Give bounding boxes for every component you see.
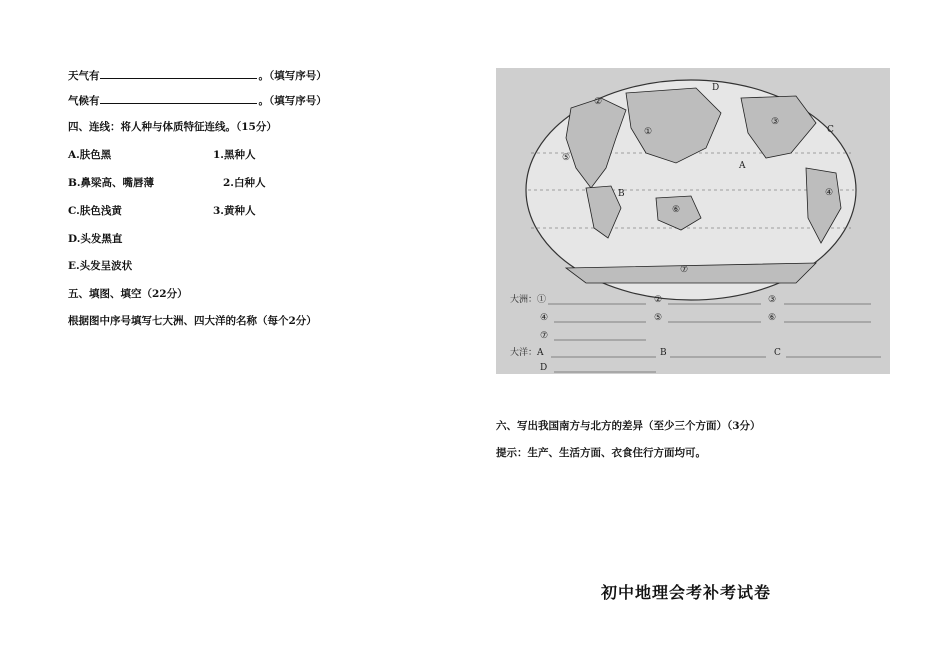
continent-label: ② bbox=[594, 97, 603, 107]
answer-row-label: ⑤ bbox=[654, 313, 663, 323]
continent-label: ⑦ bbox=[680, 265, 689, 275]
world-map-figure bbox=[496, 68, 890, 374]
answer-row-label: D bbox=[540, 363, 548, 373]
answer-row-label: 大洋：A bbox=[510, 348, 544, 358]
answer-row-label: 大洲：① bbox=[510, 295, 547, 305]
trait-item[interactable]: A.肤色黑 bbox=[68, 149, 112, 161]
race-item[interactable]: 1.黑种人 bbox=[213, 149, 256, 161]
answer-row-label: ③ bbox=[768, 295, 777, 305]
climate-question bbox=[68, 93, 327, 108]
section4-heading: 四、连线：将人种与体质特征连线。（15分） bbox=[68, 121, 277, 133]
section6-hint: 提示：生产、生活方面、衣食住行方面均可。 bbox=[496, 447, 706, 459]
answer-rows bbox=[510, 293, 881, 373]
answer-row-label: ② bbox=[654, 295, 663, 305]
world-map-svg bbox=[496, 68, 890, 374]
exam-title: 初中地理会考补考试卷 bbox=[601, 583, 772, 602]
trait-item[interactable]: E.头发呈波状 bbox=[68, 260, 133, 272]
race-item[interactable]: 2.白种人 bbox=[223, 177, 266, 189]
continent-label: ④ bbox=[825, 188, 834, 198]
answer-row-label: C bbox=[774, 348, 781, 358]
ocean-label: D bbox=[712, 83, 720, 93]
answer-row-label: ④ bbox=[540, 313, 549, 323]
trait-item[interactable]: D.头发黑直 bbox=[68, 233, 123, 245]
ocean-label: B bbox=[618, 189, 625, 199]
answer-row-label: B bbox=[660, 348, 667, 358]
climate-answer-blank[interactable] bbox=[100, 93, 257, 104]
section5-heading: 五、填图、填空（22分） bbox=[68, 288, 188, 300]
ocean-label: A bbox=[739, 161, 746, 171]
section5-instruction: 根据图中序号填写七大洲、四大洋的名称（每个2分） bbox=[68, 315, 317, 327]
weather-label: 天气有 bbox=[68, 70, 100, 82]
continent-label: ⑤ bbox=[562, 153, 571, 163]
continent-label: ⑥ bbox=[672, 205, 681, 215]
section6-heading: 六、写出我国南方与北方的差异（至少三个方面）（3分） bbox=[496, 420, 761, 432]
climate-label: 气候有 bbox=[68, 95, 100, 107]
continent-label: ① bbox=[644, 127, 653, 137]
trait-item[interactable]: C.肤色浅黄 bbox=[68, 205, 122, 217]
weather-answer-blank[interactable] bbox=[100, 68, 257, 79]
trait-item[interactable]: B.鼻梁高、嘴唇薄 bbox=[68, 177, 155, 189]
race-item[interactable]: 3.黄种人 bbox=[213, 205, 256, 217]
continent-label: ③ bbox=[771, 117, 780, 127]
answer-row-label: ⑦ bbox=[540, 331, 549, 341]
ocean-label: C bbox=[827, 125, 834, 135]
weather-question bbox=[68, 68, 327, 83]
answer-row-label: ⑥ bbox=[768, 313, 777, 323]
climate-suffix: 。（填写序号） bbox=[258, 95, 327, 107]
weather-suffix: 。（填写序号） bbox=[258, 70, 327, 82]
